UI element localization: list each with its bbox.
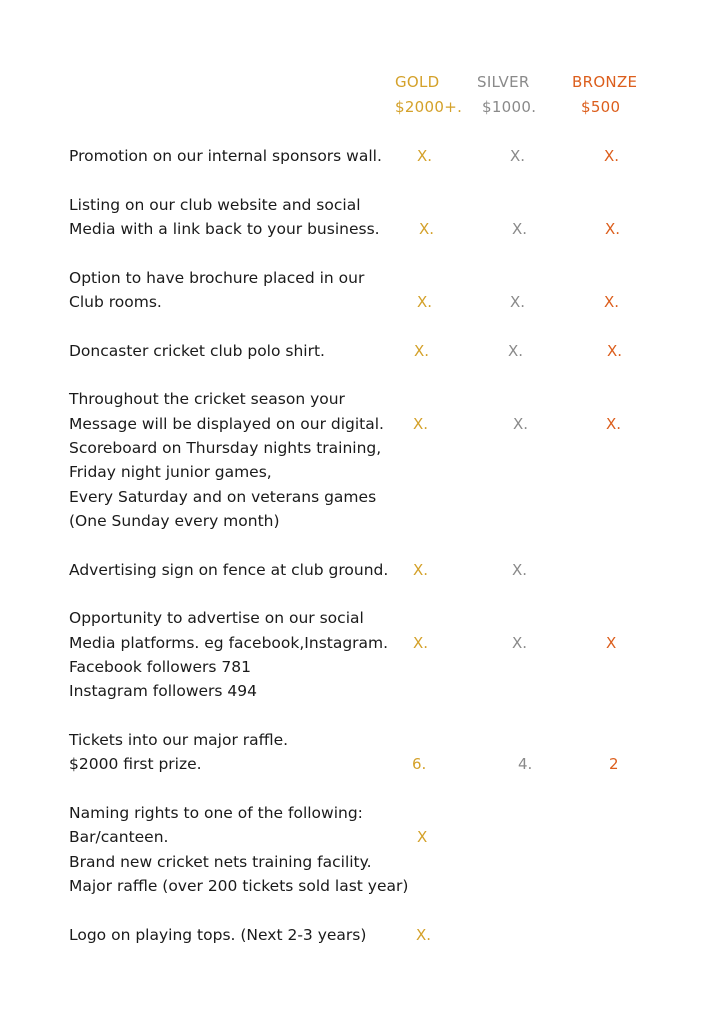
benefit-5-line-4: Friday night junior games,	[69, 463, 272, 481]
silver-tier-name: SILVER	[477, 73, 530, 91]
benefit-3-silver-mark: X.	[510, 293, 526, 311]
gold-tier-price: $2000+.	[395, 98, 463, 116]
benefit-5-line-1: Throughout the cricket season your	[69, 390, 345, 408]
benefit-9-gold-mark: X	[417, 828, 428, 846]
benefit-7-line-3: Facebook followers 781	[69, 658, 251, 676]
benefit-8-line-2: $2000 first prize.	[69, 755, 202, 773]
benefit-5-line-3: Scoreboard on Thursday nights training,	[69, 439, 382, 457]
benefit-7-line-4: Instagram followers 494	[69, 682, 257, 700]
benefit-3-line-1: Option to have brochure placed in our	[69, 269, 365, 287]
silver-tier-price: $1000.	[482, 98, 537, 116]
benefit-7-bronze-mark: X	[606, 634, 617, 652]
benefit-3-bronze-mark: X.	[604, 293, 620, 311]
gold-tier-name: GOLD	[395, 73, 440, 91]
benefit-7-line-2: Media platforms. eg facebook,Instagram.	[69, 634, 389, 652]
benefit-7-silver-mark: X.	[512, 634, 528, 652]
benefit-8-silver-mark: 4.	[518, 755, 533, 773]
benefit-5-line-5: Every Saturday and on veterans games	[69, 488, 377, 506]
benefit-3-line-2: Club rooms.	[69, 293, 162, 311]
benefit-5-line-2: Message will be displayed on our digital.	[69, 415, 384, 433]
benefit-10-line-1: Logo on playing tops. (Next 2-3 years)	[69, 926, 367, 944]
benefit-5-gold-mark: X.	[413, 415, 429, 433]
benefit-2-silver-mark: X.	[512, 220, 528, 238]
benefit-6-line-1: Advertising sign on fence at club ground.	[69, 561, 389, 579]
benefit-2-bronze-mark: X.	[605, 220, 621, 238]
benefit-9-line-4: Major raffle (over 200 tickets sold last year)	[69, 877, 409, 895]
benefit-1-line-1: Promotion on our internal sponsors wall.	[69, 147, 382, 165]
benefit-3-gold-mark: X.	[417, 293, 433, 311]
benefit-2-line-1: Listing on our club website and social	[69, 196, 361, 214]
benefit-1-gold-mark: X.	[417, 147, 433, 165]
benefit-4-gold-mark: X.	[414, 342, 430, 360]
benefit-10-gold-mark: X.	[416, 926, 432, 944]
benefit-1-bronze-mark: X.	[604, 147, 620, 165]
benefit-2-line-2: Media with a link back to your business.	[69, 220, 380, 238]
benefit-6-gold-mark: X.	[413, 561, 429, 579]
benefit-7-line-1: Opportunity to advertise on our social	[69, 609, 364, 627]
benefit-8-bronze-mark: 2	[609, 755, 619, 773]
benefit-4-silver-mark: X.	[508, 342, 524, 360]
benefit-2-gold-mark: X.	[419, 220, 435, 238]
benefit-5-bronze-mark: X.	[606, 415, 622, 433]
benefit-7-gold-mark: X.	[413, 634, 429, 652]
bronze-tier-name: BRONZE	[572, 73, 638, 91]
benefit-5-line-6: (One Sunday every month)	[69, 512, 280, 530]
benefit-8-line-1: Tickets into our major raffle.	[69, 731, 289, 749]
benefit-6-silver-mark: X.	[512, 561, 528, 579]
benefit-9-line-2: Bar/canteen.	[69, 828, 169, 846]
benefit-9-line-3: Brand new cricket nets training facility.	[69, 853, 372, 871]
benefit-9-line-1: Naming rights to one of the following:	[69, 804, 363, 822]
benefit-5-silver-mark: X.	[513, 415, 529, 433]
bronze-tier-price: $500	[581, 98, 621, 116]
benefit-4-bronze-mark: X.	[607, 342, 623, 360]
benefit-4-line-1: Doncaster cricket club polo shirt.	[69, 342, 325, 360]
benefit-1-silver-mark: X.	[510, 147, 526, 165]
benefit-8-gold-mark: 6.	[412, 755, 427, 773]
